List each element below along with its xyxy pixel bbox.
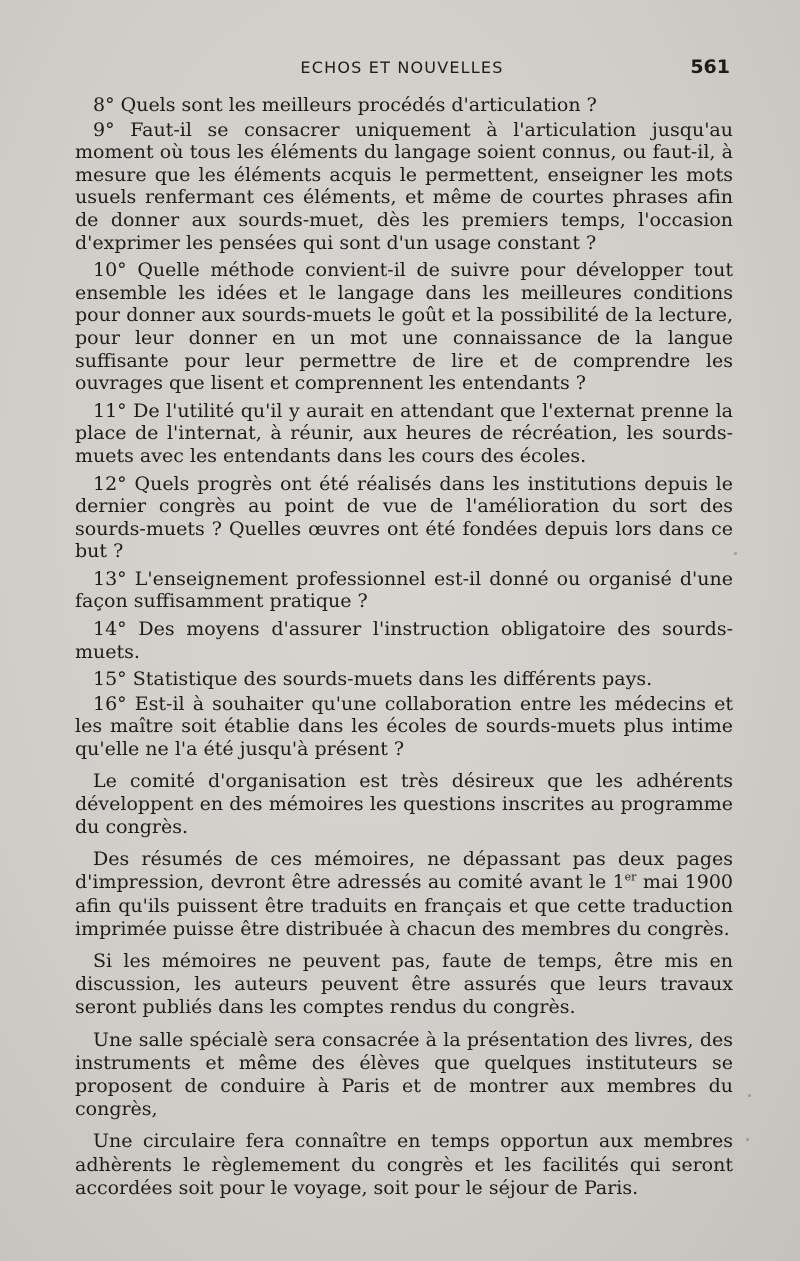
print-speck <box>748 1094 751 1097</box>
exhibition-paragraph: Une salle spécialè sera consacrée à la présentation des livres, des instruments et même des élèves que quelques instituteurs se proposent de conduire à Paris et de montrer aux membres du congrès, <box>75 1028 733 1121</box>
question-11: 11° De l'utilité qu'il y aurait en attendant que l'externat prenne la place de l'internat, à réunir, aux heures de récréation, les sourds-muets avec les entendants dans les cours des écoles. <box>75 399 733 467</box>
print-speck <box>734 552 737 555</box>
question-16: 16° Est-il à souhaiter qu'une collaboration entre les médecins et les maître soit établie dans les écoles de sourds-muets plus intime qu'elle ne l'a été jusqu'à présent ? <box>75 692 733 761</box>
question-13: 13° L'enseignement professionnel est-il donné ou organisé d'une façon suffisamment pratique ? <box>75 567 733 613</box>
question-14: 14° Des moyens d'assurer l'instruction obligatoire des sourds-muets. <box>75 618 733 663</box>
running-title: ECHOS ET NOUVELLES <box>300 58 504 77</box>
question-9: 9° Faut-il se consacrer uniquement à l'articulation jusqu'au moment où tous les éléments du langage soient connus, ou faut-il, à mesure que les éléments acquis le permettent, enseigner les mots usuels renfermant ces éléments, et même de courtes phrases afin de donner aux sourds-muet, dès les premiers temps, l'occasion d'exprimer les pensées qui sont d'un usage constant ? <box>75 118 733 254</box>
memoires-text-start: Des résumés de ces mémoires, ne dépassant pas deux pages d'impression, devront être adressés au comité avant le 1 <box>75 848 733 894</box>
page-number: 561 <box>690 56 730 78</box>
memoires-text-end: mai 1900 afin qu'ils puissent être traduits en français et que cette traduction imprimée puisse être distribuée à chacun des membres du congrès. <box>75 871 733 940</box>
print-speck <box>746 1138 749 1141</box>
question-10: 10° Quelle méthode convient-il de suivre pour développer tout ensemble les idées et le langage dans les meilleures conditions pour donner aux sourds-muets le goût et la possibilité de la lecture, pour leur donner en un mot une connaissance de la langue suffisante pour leur permettre de lire et de comprendre les ouvrages que lisent et comprennent les entendants ? <box>75 259 733 395</box>
memoires-paragraph <box>75 848 733 941</box>
running-head <box>74 58 730 84</box>
body-text <box>75 94 733 1202</box>
discussion-paragraph: Si les mémoires ne peuvent pas, faute de temps, être mis en discussion, les auteurs peuvent être assurés que leurs travaux seront publiés dans les comptes rendus du congrès. <box>75 950 733 1019</box>
circular-paragraph: Une circulaire fera connaître en temps opportun aux membres adhèrents le règlemement du congrès et les facilités qui seront accordées soit pour le voyage, soit pour le séjour de Paris. <box>75 1130 733 1199</box>
question-12: 12° Quels progrès ont été réalisés dans les institutions depuis le dernier congrès au point de vue de l'amélioration du sort des sourds-muets ? Quelles œuvres ont été fondées depuis lors dans ce but ? <box>75 472 733 563</box>
date-ordinal-superscript: er <box>624 871 637 885</box>
question-15: 15° Statistique des sourds-muets dans les différents pays. <box>93 668 653 691</box>
question-8: 8° Quels sont les meilleurs procédés d'articulation ? <box>93 94 597 116</box>
committee-paragraph: Le comité d'organisation est très désireux que les adhérents développent en des mémoires les questions inscrites au programme du congrès. <box>75 769 733 839</box>
